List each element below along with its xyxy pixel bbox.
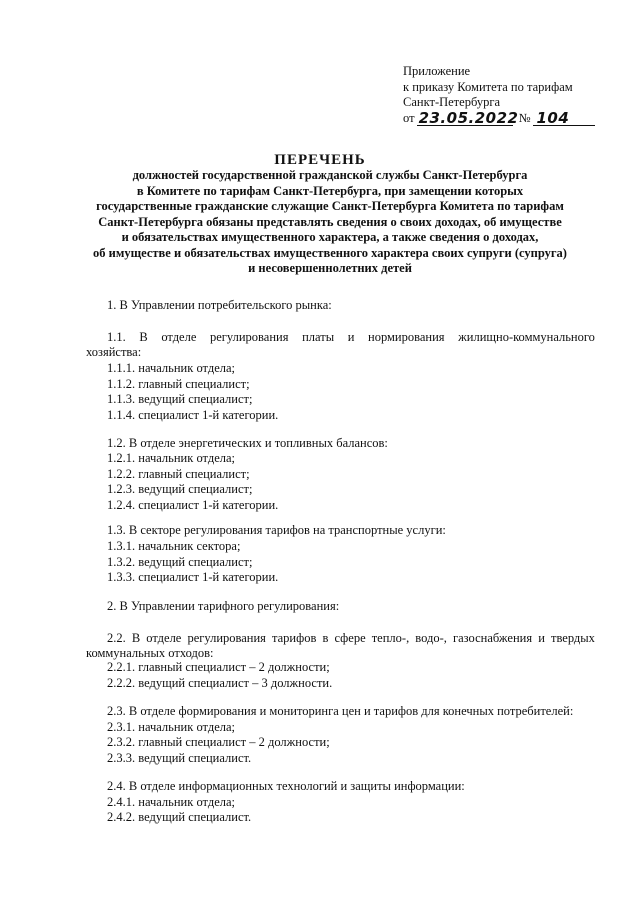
subsection-heading: 1.1. В отделе регулирования платы и нормирования жилищно-коммунального: [107, 330, 595, 344]
subtitle-line: Санкт-Петербурга обязаны представлять сведения о своих доходах, об имуществе: [98, 214, 562, 229]
list-item: 1.3.1. начальник сектора;: [107, 539, 241, 553]
subtitle-line: и несовершеннолетних детей: [248, 261, 412, 275]
subsection-heading: 2.2. В отделе регулирования тарифов в сфере тепло-, водо-, газоснабжения и твердых: [107, 631, 595, 645]
list-item: 1.2.4. специалист 1-й категории.: [107, 498, 279, 512]
appendix-line: Приложение: [403, 64, 471, 78]
appendix-line: к приказу Комитета по тарифам: [403, 79, 573, 94]
list-item: 1.2.3. ведущий специалист;: [107, 482, 253, 496]
list-item: 2.3.2. главный специалист – 2 должности;: [107, 735, 330, 749]
subtitle-line: об имуществе и обязательствах имущественного характера своих супруги (супруга): [93, 245, 567, 260]
list-item: 1.3.3. специалист 1-й категории.: [107, 570, 279, 584]
section-heading: 1. В Управлении потребительского рынка:: [107, 298, 332, 312]
subtitle-line: государственные гражданские служащие Санкт-Петербурга Комитета по тарифам: [96, 199, 564, 213]
list-item: 2.3.3. ведущий специалист.: [107, 751, 252, 765]
date-prefix: от: [403, 110, 415, 125]
list-item: 2.2.1. главный специалист – 2 должности;: [107, 660, 330, 674]
subsection-heading-cont: коммунальных отходов:: [86, 646, 214, 660]
document-title: ПЕРЕЧЕНЬ: [274, 152, 366, 168]
list-item: 2.2.2. ведущий специалист – 3 должности.: [107, 676, 333, 690]
appendix-line: Санкт-Петербурга: [403, 95, 501, 109]
list-item: 1.1.1. начальник отдела;: [107, 361, 235, 375]
appendix-block: [403, 64, 623, 126]
subsection-heading: 2.4. В отделе информационных технологий и защиты информации:: [107, 779, 465, 793]
list-item: 1.2.2. главный специалист;: [107, 467, 250, 481]
list-item: 1.1.3. ведущий специалист;: [107, 392, 253, 406]
list-item: 1.1.2. главный специалист;: [107, 377, 250, 391]
section-heading: 2. В Управлении тарифного регулирования:: [107, 599, 340, 613]
list-item: 1.1.4. специалист 1-й категории.: [107, 408, 279, 422]
subtitle-line: в Комитете по тарифам Санкт-Петербурга, при замещении которых: [136, 183, 524, 198]
subsection-heading: 2.3. В отделе формирования и мониторинга цен и тарифов для конечных потребителей:: [107, 704, 574, 718]
list-item: 2.4.1. начальник отдела;: [107, 795, 235, 809]
number-label: №: [518, 110, 531, 125]
subtitle-line: должностей государственной гражданской службы Санкт-Петербурга: [132, 168, 528, 182]
order-number: 104: [533, 111, 595, 126]
document-subtitle: [60, 168, 600, 277]
list-item: 1.2.1. начальник отдела;: [107, 451, 235, 465]
list-item: 2.3.1. начальник отдела;: [107, 720, 235, 734]
subsection-heading: 1.3. В секторе регулирования тарифов на транспортные услуги:: [107, 523, 446, 537]
list-item: 2.4.2. ведущий специалист.: [107, 810, 252, 824]
order-date-number-line: [403, 111, 623, 127]
subtitle-line: и обязательствах имущественного характера, а также сведения о доходах,: [121, 230, 539, 244]
subsection-heading: 1.2. В отделе энергетических и топливных балансов:: [107, 436, 388, 450]
list-item: 1.3.2. ведущий специалист;: [107, 555, 253, 569]
order-date: 23.05.2022: [418, 109, 519, 127]
subsection-heading-cont: хозяйства:: [86, 345, 142, 359]
